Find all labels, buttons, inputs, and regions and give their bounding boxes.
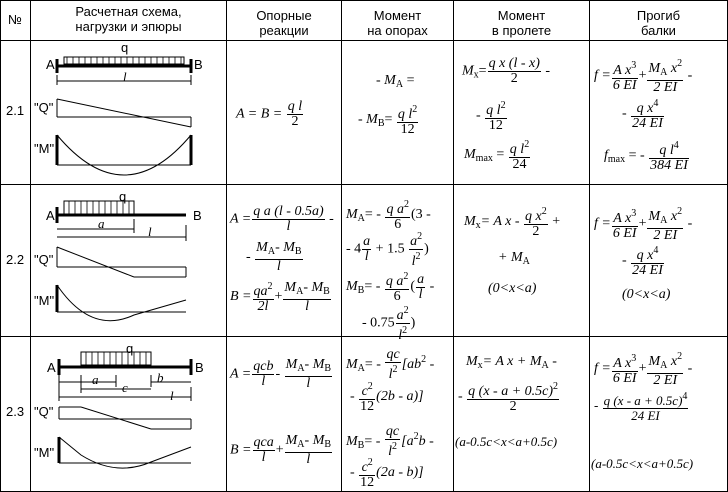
support-moment-a: $M_A=$ - $\frac{qc}{l^2}$ [$ab^2$ - bbox=[346, 347, 435, 382]
load-label: q bbox=[121, 40, 129, 55]
shear-diagram-label: "Q" bbox=[34, 404, 54, 419]
span-label: l bbox=[148, 224, 152, 239]
reaction-a-formula-tail: - $\frac{M_A- M_B}{l}$ bbox=[246, 240, 302, 274]
deflection-formula: f = $\frac{A x^3}{6 EI}$ + $\frac{M_A x^2}{2 EI}$ - bbox=[594, 206, 693, 243]
support-b-label: B bbox=[194, 57, 203, 72]
span-moment-x-tail: - $\frac{q l^2}{12}$ bbox=[476, 100, 506, 133]
header-num: № bbox=[8, 12, 22, 27]
dim-c-label: c bbox=[122, 380, 128, 395]
reaction-b-formula: B = $\frac{\text{qca}}{l}$ + $\frac{M_A- M_B}{l}$ bbox=[230, 433, 332, 467]
deflection-formula-tail: - $\frac{q x^4}{24 EI}$ bbox=[622, 245, 663, 278]
support-moment-a: - $M_A$ = bbox=[376, 73, 415, 90]
deflection-formula-tail: - $\frac{q x^4}{24 EI}$ bbox=[622, 98, 663, 131]
deflection-formula: f = $\frac{A x^3}{6 EI}$ + $\frac{M_A x^2}{2 EI}$ - bbox=[594, 58, 693, 95]
row-number: 2.1 bbox=[6, 103, 25, 118]
support-b-label: B bbox=[195, 360, 204, 375]
deflection-range: (0<x<a) bbox=[622, 287, 671, 302]
load-label: q bbox=[126, 341, 134, 356]
deflection-formula: f = $\frac{A x^3}{6 EI}$ + $\frac{M_A x^2}{2 EI}$ - bbox=[594, 351, 693, 388]
support-moment-b-tail: - 0.75 $\frac{a^2}{l^2}$ ) bbox=[362, 305, 416, 343]
support-moment-a: $M_A=$ - $\frac{q a^2}{6}$ (3 - bbox=[346, 199, 431, 232]
header-moment-span: Момент в пролете bbox=[491, 8, 552, 38]
reaction-formula: A = B = $\frac{\text{q l}}{2}$ bbox=[236, 99, 303, 129]
moment-diagram-label: "M" bbox=[34, 445, 55, 460]
moment-diagram-label: "M" bbox=[34, 293, 55, 308]
header-reactions: Опорные реакции bbox=[256, 8, 312, 38]
support-a-label: A bbox=[46, 208, 55, 223]
shear-diagram-label: "Q" bbox=[34, 100, 54, 115]
support-a-label: A bbox=[47, 360, 56, 375]
deflection-max: $f_{max}$ = - $\frac{q l^4}{384 EI}$ bbox=[604, 140, 688, 173]
span-moment-x: $M_x=$ $\frac{\text{q x (l - x)}}{2}$ - bbox=[462, 56, 551, 86]
support-moment-a-tail: - $\frac{c^2}{12}$ (2b - a)] bbox=[350, 381, 424, 414]
reaction-b-formula: B = $\frac{qa^2}{2l}$ + $\frac{M_A- M_B}{l}$ bbox=[230, 279, 330, 314]
span-moment-x: $M_x= A$ $x + M_A$ - bbox=[466, 354, 557, 371]
header-moment-supports: Момент на опорах bbox=[367, 8, 428, 38]
dim-b-label: b bbox=[157, 370, 164, 385]
header-scheme: Расчетная схема, нагрузки и эпюры bbox=[75, 4, 182, 34]
row-number: 2.3 bbox=[6, 404, 25, 419]
support-moment-b: - $M_B=$ $\frac{q l^2}{12}$ bbox=[358, 104, 418, 137]
support-moment-a-tail: - 4 $\frac{a}{l}$ + 1.5 $\frac{a^2}{l^2}$ ) bbox=[346, 231, 429, 269]
dim-a-label: a bbox=[92, 372, 99, 387]
moment-diagram-label: "M" bbox=[34, 141, 55, 156]
deflection-range: (a-0.5c<x<a+0.5c) bbox=[591, 456, 694, 471]
header-deflection: Прогиб балки bbox=[636, 8, 681, 38]
span-moment-x-tail: - $\frac{q (x - a + 0.5c)^2}{2}$ bbox=[458, 381, 559, 414]
span-moment-x-tail: + $M_A$ bbox=[498, 250, 530, 267]
span-range: (0<x<a) bbox=[488, 281, 537, 296]
row-number: 2.2 bbox=[6, 252, 25, 267]
reaction-a-formula: A = $\frac{\text{qcb}}{l}$ - $\frac{M_A- M_B}{l}$ bbox=[230, 357, 332, 391]
support-b-label: B bbox=[193, 208, 202, 223]
reaction-a-formula: A = $\frac{\text{q a (l - 0.5a)}}{l}$ - bbox=[230, 204, 334, 234]
span-moment-max: $M_{max}$ = $\frac{q l^2}{24}$ bbox=[464, 139, 530, 172]
span-label: l bbox=[170, 388, 174, 403]
shear-diagram-label: "Q" bbox=[34, 252, 54, 267]
span-label: l bbox=[123, 69, 127, 84]
load-label: q bbox=[119, 189, 127, 204]
deflection-formula-tail: - $\frac{q (x - a + 0.5c)^4}{24 EI}$ bbox=[594, 391, 688, 423]
span-range: (a-0.5c<x<a+0.5c) bbox=[455, 434, 558, 449]
dim-a-label: a bbox=[98, 216, 105, 231]
support-moment-b: $M_B=$ - $\frac{q a^2}{6}$ ( $\frac{a}{l}$ - bbox=[346, 271, 435, 304]
span-moment-x: $M_x= A$ x - $\frac{q x^2}{2}$ + bbox=[464, 206, 561, 239]
support-moment-b-tail: - $\frac{c^2}{12}$ (2a - b)] bbox=[350, 457, 424, 490]
support-moment-b: $M_B=$ - $\frac{qc}{l^2}$ [$a^2b$ - bbox=[346, 424, 434, 459]
support-a-label: A bbox=[46, 57, 55, 72]
